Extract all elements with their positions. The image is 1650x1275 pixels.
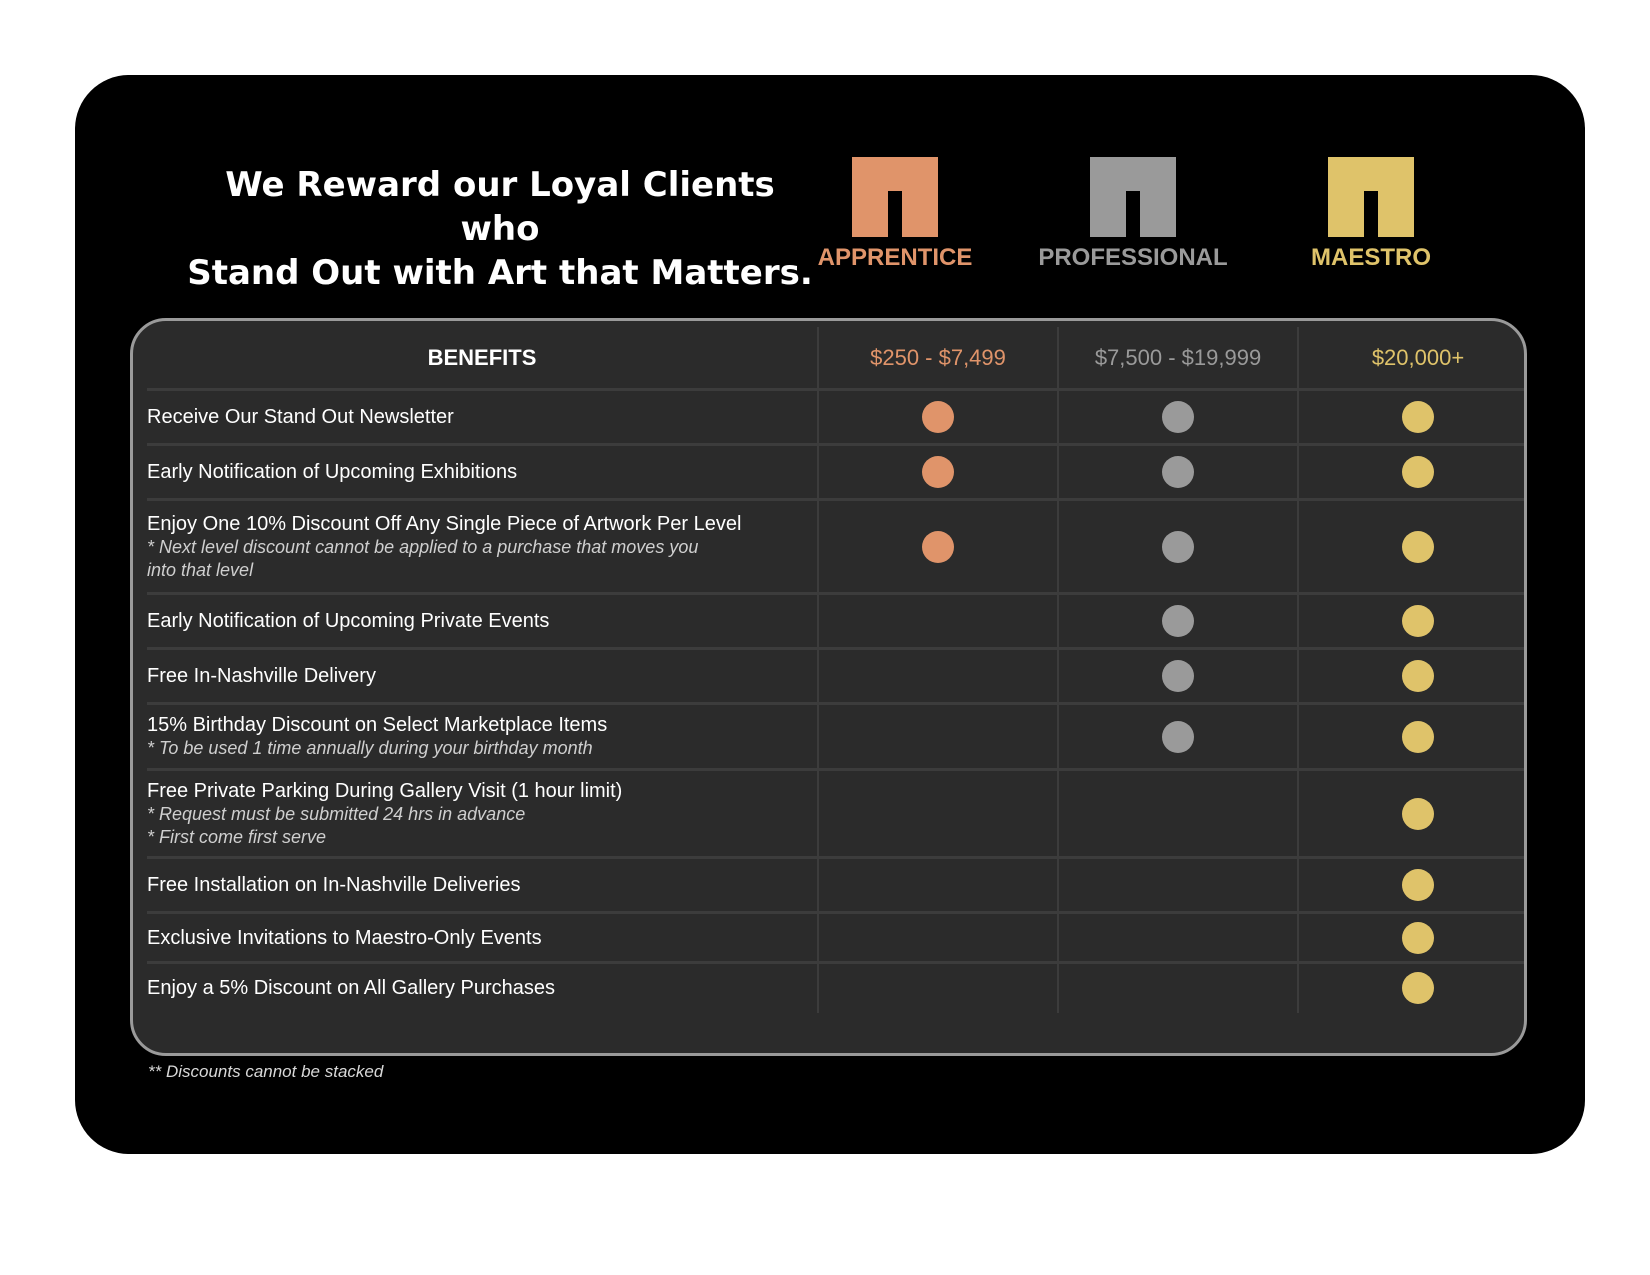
check-cell-professional xyxy=(1058,913,1298,963)
check-cell-maestro xyxy=(1298,858,1527,913)
included-dot-icon xyxy=(1402,605,1434,637)
check-cell-professional xyxy=(1058,445,1298,500)
benefit-cell xyxy=(147,594,818,649)
check-cell-maestro xyxy=(1298,649,1527,704)
check-cell-professional xyxy=(1058,649,1298,704)
headline-line-1: We Reward our Loyal Clients who xyxy=(225,165,775,249)
included-dot-icon xyxy=(1402,798,1434,830)
table-row xyxy=(147,594,1527,649)
check-cell-professional xyxy=(1058,963,1298,1013)
table-row xyxy=(147,858,1527,913)
benefit-cell xyxy=(147,913,818,963)
included-dot-icon xyxy=(1402,721,1434,753)
benefit-note: * Request must be submitted 24 hrs in advance xyxy=(147,803,526,824)
table-row xyxy=(147,445,1527,500)
benefits-table xyxy=(147,327,1527,1013)
level-maestro xyxy=(1251,157,1491,273)
benefit-cell xyxy=(147,704,818,770)
check-cell-maestro xyxy=(1298,500,1527,594)
table-row xyxy=(147,649,1527,704)
professional-logo-shape xyxy=(1090,157,1176,237)
benefit-cell xyxy=(147,445,818,500)
loyalty-card xyxy=(75,75,1585,1154)
level-apprentice xyxy=(775,157,1015,273)
check-cell-maestro xyxy=(1298,913,1527,963)
benefit-label: 15% Birthday Discount on Select Marketplace Items xyxy=(147,714,608,736)
benefit-label: Free Installation on In-Nashville Deliveries xyxy=(147,874,521,896)
included-dot-icon xyxy=(1402,922,1434,954)
included-dot-icon xyxy=(1402,531,1434,563)
check-cell-apprentice xyxy=(818,770,1058,858)
check-cell-apprentice xyxy=(818,704,1058,770)
benefit-cell xyxy=(147,649,818,704)
headline-line-2: Stand Out with Art that Matters. xyxy=(187,253,813,293)
check-cell-maestro xyxy=(1298,770,1527,858)
benefit-label: Free In-Nashville Delivery xyxy=(147,665,376,687)
check-cell-apprentice xyxy=(818,500,1058,594)
range-professional: $7,500 - $19,999 xyxy=(1058,327,1298,390)
check-cell-maestro xyxy=(1298,445,1527,500)
benefit-cell xyxy=(147,963,818,1013)
professional-logo xyxy=(1090,157,1176,237)
check-cell-professional xyxy=(1058,594,1298,649)
footnote: ** Discounts cannot be stacked xyxy=(148,1062,384,1081)
table-row xyxy=(147,913,1527,963)
included-dot-icon xyxy=(1402,456,1434,488)
check-cell-apprentice xyxy=(818,445,1058,500)
check-cell-maestro xyxy=(1298,594,1527,649)
benefit-label: Enjoy a 5% Discount on All Gallery Purchases xyxy=(147,977,555,1000)
included-dot-icon xyxy=(1162,660,1194,692)
benefit-note: * To be used 1 time annually during your birthday month xyxy=(147,738,593,758)
benefit-note: * Next level discount cannot be applied to a purchase that moves you into that level xyxy=(147,536,699,580)
check-cell-apprentice xyxy=(818,963,1058,1013)
included-dot-icon xyxy=(1402,660,1434,692)
apprentice-logo-shape xyxy=(852,157,938,237)
range-apprentice: $250 - $7,499 xyxy=(818,327,1058,390)
benefit-label: Receive Our Stand Out Newsletter xyxy=(147,406,454,428)
apprentice-logo xyxy=(852,157,938,237)
maestro-logo xyxy=(1328,157,1414,237)
benefit-cell xyxy=(147,390,818,445)
benefit-cell xyxy=(147,500,818,594)
included-dot-icon xyxy=(922,401,954,433)
check-cell-maestro xyxy=(1298,963,1527,1013)
benefits-panel xyxy=(130,318,1527,1056)
included-dot-icon xyxy=(1162,531,1194,563)
table-row xyxy=(147,500,1527,594)
check-cell-apprentice xyxy=(818,913,1058,963)
maestro-logo-shape xyxy=(1328,157,1414,237)
check-cell-maestro xyxy=(1298,390,1527,445)
level-professional xyxy=(1013,157,1253,273)
level-name-apprentice: APPRENTICE xyxy=(817,244,973,271)
included-dot-icon xyxy=(1162,605,1194,637)
included-dot-icon xyxy=(922,456,954,488)
included-dot-icon xyxy=(1402,972,1434,1004)
included-dot-icon xyxy=(1402,401,1434,433)
benefit-label: Exclusive Invitations to Maestro-Only Events xyxy=(147,926,542,949)
included-dot-icon xyxy=(1162,401,1194,433)
benefits-header: BENEFITS xyxy=(147,327,818,390)
benefit-label: Free Private Parking During Gallery Visit (1 hour limit) xyxy=(147,779,623,802)
table-row xyxy=(147,390,1527,445)
benefit-cell xyxy=(147,858,818,913)
benefit-note: * First come first serve xyxy=(147,826,327,847)
level-name-maestro: MAESTRO xyxy=(1311,244,1431,271)
headline xyxy=(180,163,820,295)
benefit-cell xyxy=(147,770,818,858)
check-cell-apprentice xyxy=(818,649,1058,704)
check-cell-professional xyxy=(1058,500,1298,594)
level-name-professional: PROFESSIONAL xyxy=(1038,244,1228,271)
included-dot-icon xyxy=(1162,456,1194,488)
included-dot-icon xyxy=(1402,869,1434,901)
check-cell-apprentice xyxy=(818,858,1058,913)
benefit-label: Early Notification of Upcoming Exhibitions xyxy=(147,461,518,483)
table-row xyxy=(147,963,1527,1013)
benefit-label: Enjoy One 10% Discount Off Any Single Piece of Artwork Per Level xyxy=(147,512,742,535)
check-cell-apprentice xyxy=(818,594,1058,649)
benefit-label: Early Notification of Upcoming Private Events xyxy=(147,610,550,632)
check-cell-professional xyxy=(1058,858,1298,913)
included-dot-icon xyxy=(1162,721,1194,753)
check-cell-maestro xyxy=(1298,704,1527,770)
range-maestro: $20,000+ xyxy=(1298,327,1527,390)
table-header-row xyxy=(147,327,1527,390)
check-cell-professional xyxy=(1058,390,1298,445)
included-dot-icon xyxy=(922,531,954,563)
check-cell-professional xyxy=(1058,770,1298,858)
check-cell-apprentice xyxy=(818,390,1058,445)
table-row xyxy=(147,704,1527,770)
table-row xyxy=(147,770,1527,858)
check-cell-professional xyxy=(1058,704,1298,770)
